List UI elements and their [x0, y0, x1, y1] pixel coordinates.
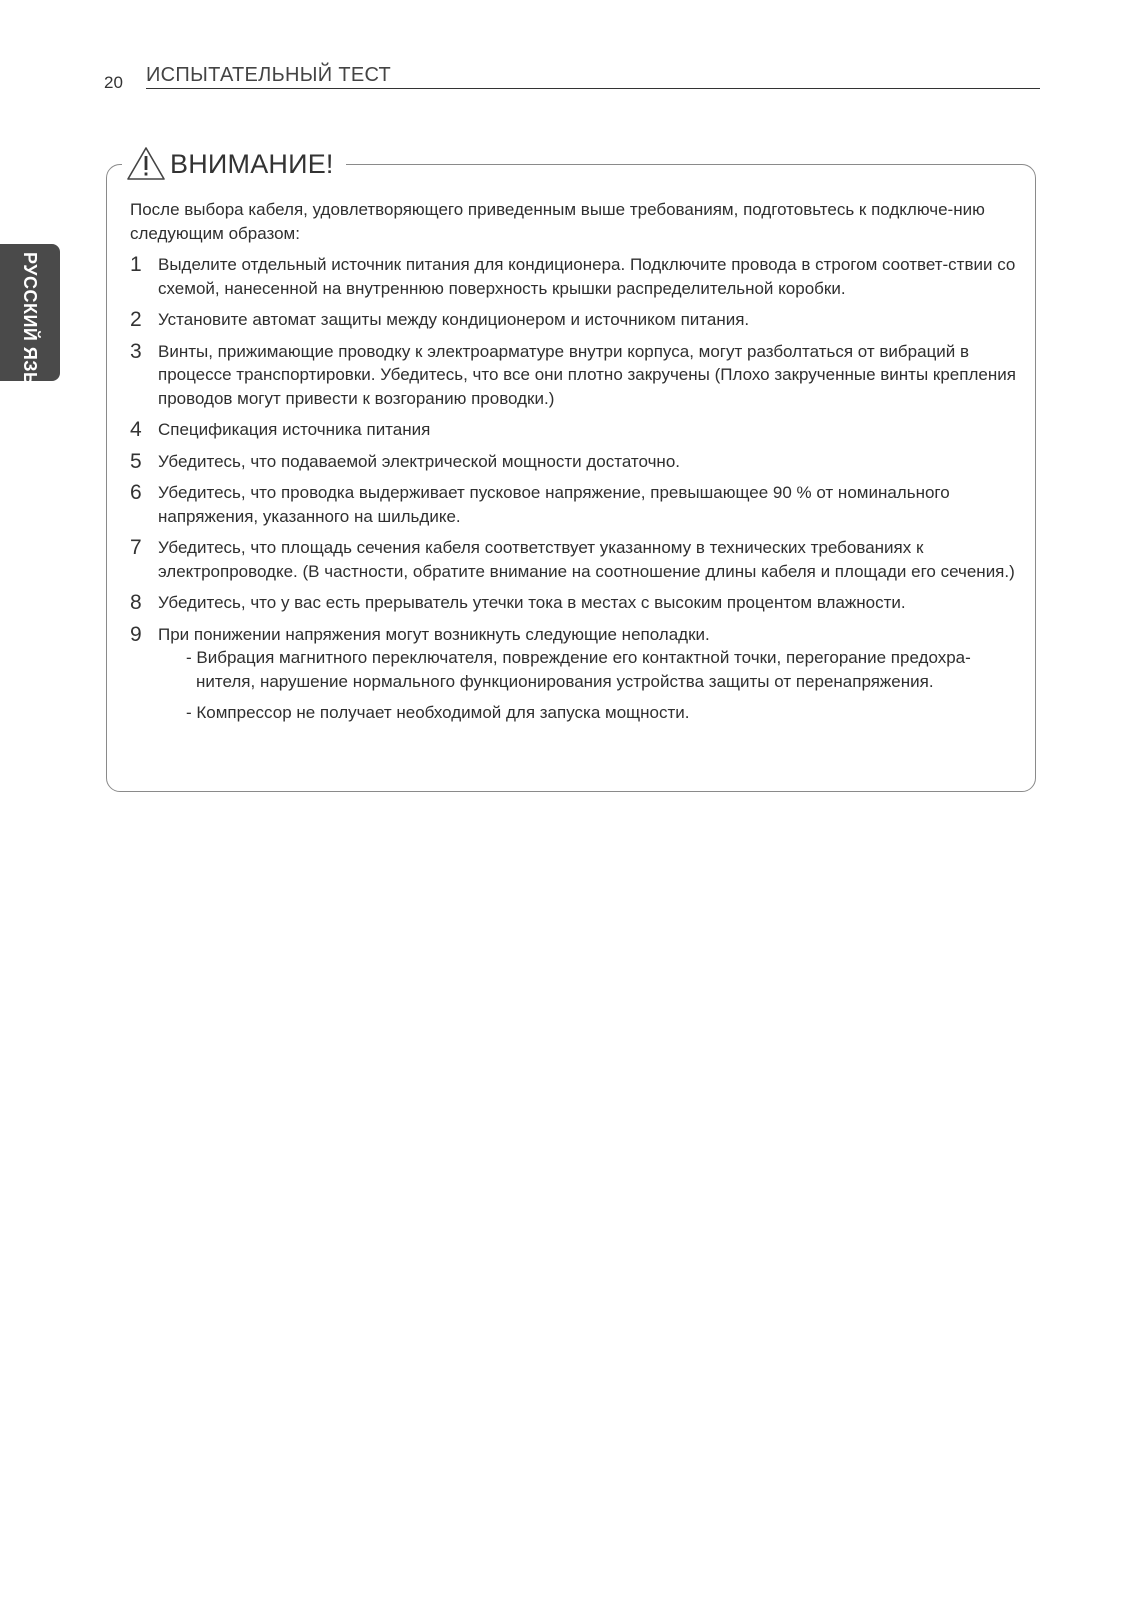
caution-list: [130, 253, 1025, 725]
caution-title: ВНИМАНИЕ!: [170, 148, 334, 179]
sub-item: - Компрессор не получает необходимой для запуска мощности.: [186, 703, 690, 722]
list-item-number: 7: [130, 536, 142, 559]
list-item-number: 6: [130, 481, 142, 504]
list-item: [130, 536, 1025, 583]
header-divider: [146, 88, 1040, 89]
caution-intro: После выбора кабеля, удовлетворяющего приведенным выше требованиям, подготовьтесь к подключе-нию следующим образом:: [130, 200, 985, 243]
list-item: [130, 418, 1025, 442]
list-item-number: 3: [130, 339, 142, 363]
sub-item: - Вибрация магнитного переключателя, повреждение его контактной точки, перегорание предохра-нителя, нарушение нормального функционирования устройства защиты от перенапряжения.: [186, 648, 971, 691]
section-title: ИСПЫТАТЕЛЬНЫЙ ТЕСТ: [146, 64, 392, 86]
list-item-number: 5: [130, 449, 142, 473]
list-item-text: При понижении напряжения могут возникнуть следующие неполадки.: [158, 624, 710, 644]
warning-triangle-icon: [126, 146, 166, 182]
list-item-text: Установите автомат защиты между кондиционером и источником питания.: [158, 310, 750, 329]
list-item-text: Спецификация источника питания: [158, 420, 431, 439]
list-item-text: Выделите отдельный источник питания для кондиционера. Подключите провода в строгом соответ-ствии со схемой, нанесенной на внутреннюю поверхность крышки распределительной коробки.: [158, 255, 1016, 298]
list-item-number: 4: [130, 418, 142, 441]
list-item-number: 9: [130, 622, 142, 646]
language-side-tab-label: РУССКИЙ ЯЗЫК: [20, 252, 40, 402]
list-item-number: 8: [130, 591, 142, 614]
list-item: [130, 450, 1025, 474]
list-item: [130, 591, 1025, 615]
caution-heading: [122, 144, 346, 184]
list-item: [130, 308, 1025, 332]
list-item-text: Убедитесь, что подаваемой электрической мощности достаточно.: [158, 451, 681, 471]
caution-content: [130, 198, 1025, 733]
list-item-text: Винты, прижимающие проводку к электроарматуре внутри корпуса, могут разболтаться от вибраций в процессе транспортировки. Убедитесь, что все они плотно закручены (Плохо закрученные винты крепления проводов могут привести к возгоранию проводки.): [158, 341, 1016, 408]
list-item: [130, 623, 1025, 725]
list-item-text: Убедитесь, что площадь сечения кабеля соответствует указанному в технических требованиях к электропроводке. (В частности, обратите внимание на соотношение длины кабеля и площади его сечения.): [158, 538, 1015, 581]
list-item-text: Убедитесь, что проводка выдерживает пусковое напряжение, превышающее 90 % от номинального напряжения, указанного на шильдике.: [158, 483, 950, 526]
list-item-number: 2: [130, 308, 142, 331]
page-number: 20: [104, 73, 123, 92]
list-item-text: Убедитесь, что у вас есть прерыватель утечки тока в местах с высоким процентом влажности.: [158, 593, 906, 612]
list-item-number: 1: [130, 253, 142, 276]
list-item: [130, 340, 1025, 411]
list-item: [130, 481, 1025, 528]
list-item: [130, 253, 1025, 300]
